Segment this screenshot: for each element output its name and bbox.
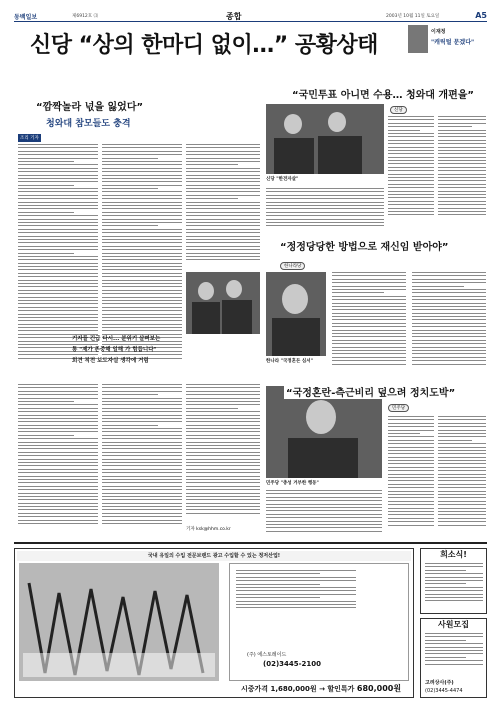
article-2-photo — [266, 272, 326, 356]
photo-caption-left: 기자들 긴급 다시... 분위기 살펴보는 — [72, 336, 161, 342]
article-1-text-c — [266, 188, 384, 230]
article-3-text-a — [388, 416, 434, 536]
pull-quote-line1: 통 "제가 존중해 일해 가 힘듭니다" — [72, 347, 157, 353]
side-ad-1-title: 희소식! — [440, 550, 467, 559]
issue-date: 2003년 10월 11일 토요일 — [386, 14, 440, 19]
side-ad-2-brand: 고려상사(주) — [425, 680, 454, 686]
pinned-interview — [408, 25, 487, 55]
pinned-name: 이재정 — [431, 29, 446, 35]
pull-quote-line2: 회견 직전 보도자실 생각에 거림 — [72, 358, 149, 364]
ad-price-value: 680,000원 — [356, 684, 402, 693]
left-text-col3b — [186, 384, 260, 524]
page-number: A5 — [475, 11, 487, 20]
article-2-block — [266, 238, 487, 378]
article-2-photo-caption: 한나라 "국정혼돈 심서" — [266, 359, 313, 364]
left-pull-quote — [72, 334, 252, 367]
section-name: 종합 — [226, 12, 242, 21]
issue-number: 제6912호 ⑶ — [72, 14, 99, 19]
article-2-text-a — [332, 272, 406, 374]
left-text-col2b — [102, 384, 182, 534]
article-3-text-b — [438, 416, 486, 536]
article-2-headline: “정정당당한 방법으로 재신임 받아야” — [280, 242, 449, 253]
article-3-text-c — [266, 490, 382, 536]
side-ad-2-title: 사원모집 — [438, 620, 469, 629]
article-1-block — [266, 84, 487, 234]
paper-name: 동백일보 — [14, 14, 38, 21]
article-1-photo-caption: 신당 "한전자살" — [266, 177, 299, 182]
advertisement-main — [14, 548, 414, 698]
left-article-byline: 조리 기자 — [20, 136, 39, 141]
main-headline: 신당 “상의 한마디 없이…” 공황상태 — [30, 33, 378, 58]
ad-price — [241, 683, 401, 694]
left-article-photo — [186, 272, 260, 334]
article-2-text-b — [412, 272, 486, 374]
ad-product-image — [19, 563, 219, 681]
left-text-col1b — [18, 384, 98, 534]
article-1-text-a — [388, 116, 434, 228]
left-article — [14, 84, 264, 537]
side-ad-1 — [420, 548, 487, 614]
left-article-subtitle: 청와대 참모들도 충격 — [46, 119, 131, 129]
article-1-photo-main — [266, 104, 384, 174]
ad-main-banner: 국내 유일의 수입 전문브랜드 광고 수입할 수 있는 정저산업! — [17, 551, 411, 561]
article-1-section-tag: 신당 — [390, 106, 407, 114]
pinned-quote: "캐릭털 문겠다" — [431, 39, 475, 46]
left-text-col3 — [186, 144, 260, 269]
article-1-headline: “국민투표 아니면 수용… 청와대 개편을” — [292, 90, 474, 101]
left-article-title: “깜짝놀라 넋을 잃었다” — [36, 102, 144, 113]
side-ad-2-phone: (02)3445-4474 — [425, 688, 463, 694]
side-ad-2 — [420, 618, 487, 698]
article-3-block — [266, 386, 487, 538]
article-3-photo — [266, 386, 382, 478]
ad-price-label: 시중가격 1,680,000원 → 할인특가 — [241, 685, 355, 693]
article-3-headline: “국정혼란-측근비리 덮으려 정치도박” — [284, 384, 457, 399]
ad-brand: (주) 에스토레이드 — [247, 652, 287, 658]
masthead — [14, 10, 487, 22]
ad-separator — [14, 542, 487, 544]
article-2-section-tag: 한나라당 — [280, 262, 305, 270]
portrait-photo — [408, 25, 428, 53]
article-3-section-tag: 민주당 — [388, 404, 409, 412]
article-1-text-b — [438, 116, 486, 228]
left-article-email: 기자 ksk@hhm.co.kr — [186, 527, 231, 532]
ad-phone: (02)3445-2100 — [263, 660, 322, 668]
article-3-photo-caption: 민주당 "충성 거부한 행동" — [266, 481, 319, 486]
newspaper-page — [14, 10, 487, 700]
